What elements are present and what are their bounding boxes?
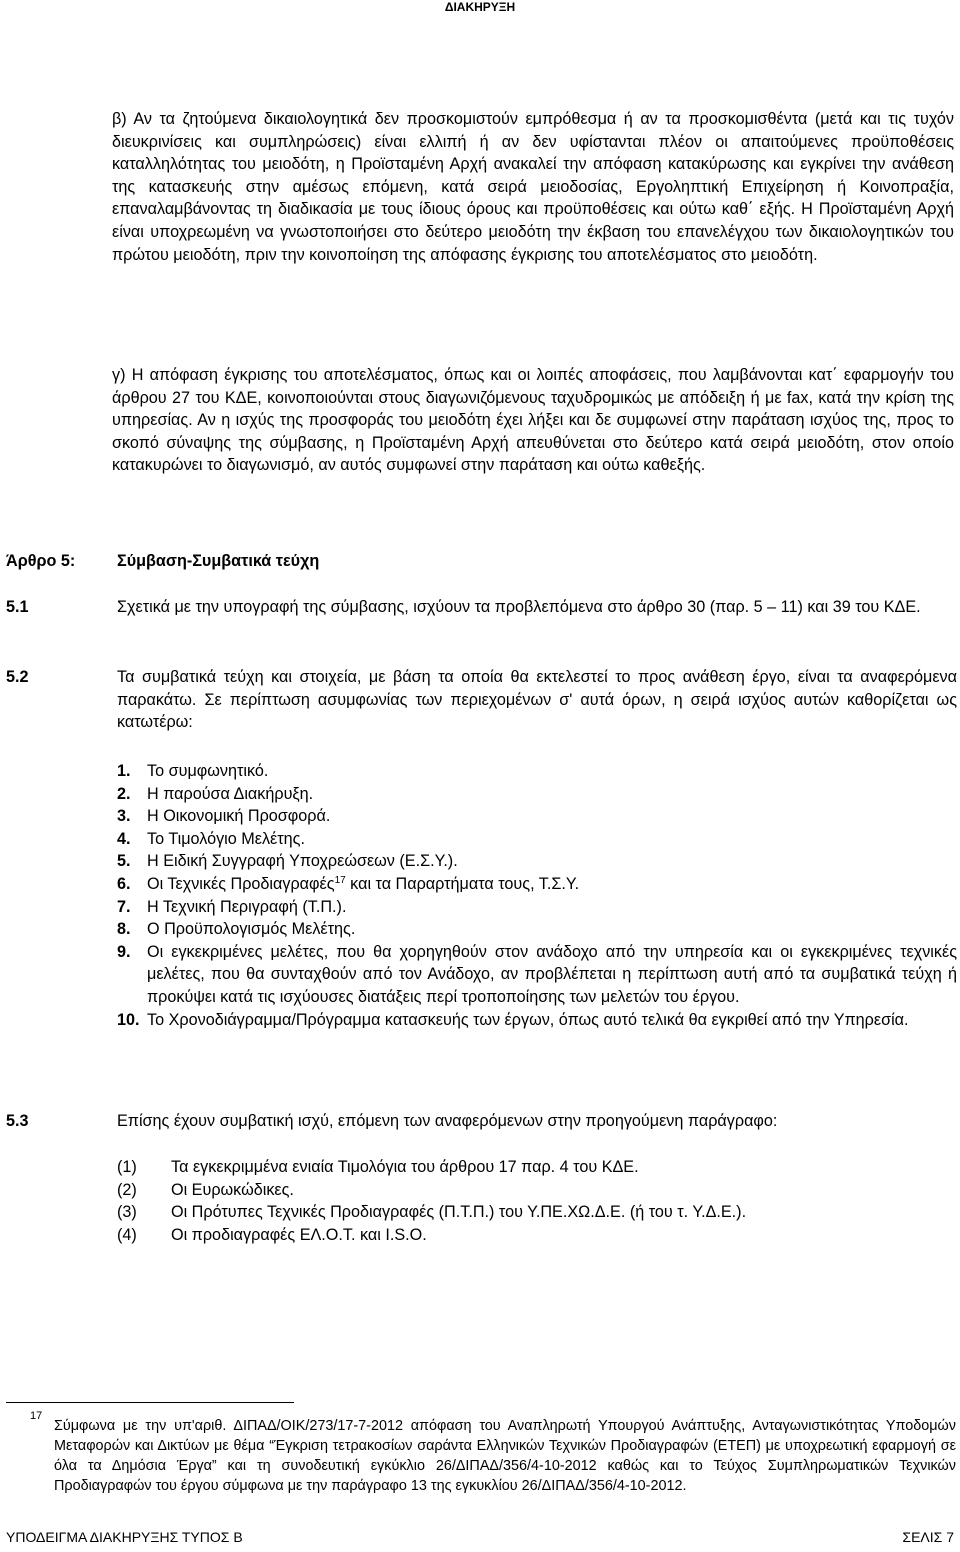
section-text: Επίσης έχουν συμβατική ισχύ, επόμενη των αναφερόμενων στην προηγούμενη παράγραφο: [117, 1112, 778, 1130]
footnote-text: Σύμφωνα με την υπ'αριθ. ΔΙΠΑΔ/ΟΙΚ/273/17-7-2012 απόφαση του Αναπληρωτή Υπουργού Ανάπτυξης, Ανταγωνιστικότητας Υποδομών Μεταφορών και Δικτύων με θέμα “Έγκριση τετρακοσίων σαράντα Ελληνικών Τεχνικών Προδιαγραφών (ΕΤΕΠ) με υποχρεωτική εφαρμογή σε όλα τα Δημόσια Έργα” και τη συνοδευτική εγκύκλιο 26/ΔΙΠΑΔ/356/4-10-2012 καθώς και το Τεύχος Συμπληρωματικών Τεχνικών Προδιαγραφών του έργου σύμφωνα με την παράγραφο 13 της εγκυκλίου 26/ΔΙΠΑΔ/356/4-10-2012. [54, 1418, 956, 1494]
list-item-text: Το Τιμολόγιο Μελέτης. [147, 829, 305, 848]
paragraph-gamma: γ) Η απόφαση έγκρισης του αποτελέσματος, όπως και οι λοιπές αποφάσεις, που λαμβάνονται κατ΄ εφαρμογήν του άρθρου 27 του ΚΔΕ, κοινοποιούνται στους διαγωνιζόμενους ταχυδρομικώς με απόδειξη ή με fax, κατά την κρίση της υπηρεσίας. Αν η ισχύς της προσφοράς του μειοδότη έχει λήξει και δε συμφωνεί στην παράταση ισχύος της, προς το σκοπό σύναψης της σύμβασης, η Προϊσταμένη Αρχή απευθύνεται στο δεύτερο κατά σειρά μειοδότη, στον οποίο κατακυρώνει το διαγωνισμό, αν αυτός συμφωνεί στην παράταση και ούτω καθεξής. [112, 366, 954, 475]
contract-documents-list [117, 760, 957, 1031]
section-text: Τα συμβατικά τεύχη και στοιχεία, με βάση τα οποία θα εκτελεστεί το προς ανάθεση έργο, είναι τα αναφερόμενα παρακάτω. Σε περίπτωση ασυμφωνίας των περιεχομένων σ' αυτά όρων, η σειρά ισχύος αυτών καθορίζεται ως κατωτέρω: [117, 668, 957, 732]
footer-document-title: ΥΠΟΔΕΙΓΜΑ ΔΙΑΚΗΡΥΞΗΣ ΤΥΠΟΣ Β [6, 1529, 243, 1545]
list-item-text: Η Οικονομική Προσφορά. [147, 807, 331, 826]
list-item-number: 3. [117, 807, 131, 826]
list-item [117, 760, 957, 783]
list-item [117, 805, 957, 828]
list-item-text: Το Χρονοδιάγραμμα/Πρόγραμμα κατασκευής των έργων, όπως αυτό τελικά θα εγκριθεί από την Υπηρεσία. [147, 1010, 909, 1029]
section-number: 5.1 [6, 598, 29, 616]
list-item-text: Οι Τεχνικές Προδιαγραφές [147, 874, 335, 893]
list-item [117, 941, 957, 1009]
list-item-text: Το συμφωνητικό. [147, 762, 269, 780]
list-item [117, 850, 957, 873]
footnote-number: 17 [30, 1410, 43, 1422]
list-item-number: 9. [117, 942, 131, 961]
list-item-text: Ο Προϋπολογισμός Μελέτης. [147, 920, 356, 939]
list-item-number: (2) [117, 1180, 137, 1199]
list-item-number: 2. [117, 784, 131, 803]
section-number: 5.2 [6, 668, 29, 686]
list-item-text: Οι Ευρωκώδικες. [171, 1180, 294, 1199]
list-item [117, 1156, 957, 1179]
list-item-number: 4. [117, 829, 131, 848]
list-item-number: (4) [117, 1225, 137, 1244]
list-item [117, 1009, 957, 1032]
list-item [117, 918, 957, 941]
list-item-text: Η Ειδική Συγγραφή Υποχρεώσεων (Ε.Σ.Υ.). [147, 852, 458, 871]
list-item [117, 783, 957, 806]
list-item [117, 873, 957, 896]
section-text: Σχετικά με την υπογραφή της σύμβασης, ισχύουν τα προβλεπόμενα στο άρθρο 30 (παρ. 5 – 11) και 39 του ΚΔΕ. [117, 598, 921, 616]
list-item-number: (3) [117, 1203, 137, 1222]
list-item-number: (1) [117, 1158, 137, 1176]
section-number: 5.3 [6, 1112, 29, 1130]
list-item [117, 1179, 957, 1202]
list-item-text: Η παρούσα Διακήρυξη. [147, 784, 314, 803]
list-item-text: Η Τεχνική Περιγραφή (Τ.Π.). [147, 897, 347, 916]
footnote-reference[interactable]: 17 [334, 874, 346, 886]
list-item [117, 896, 957, 919]
list-item-text: Οι προδιαγραφές ΕΛ.Ο.Τ. και I.S.O. [171, 1225, 427, 1244]
list-item [117, 828, 957, 851]
list-item-number: 10. [117, 1010, 140, 1029]
list-item-number: 1. [117, 762, 131, 780]
additional-documents-list [117, 1156, 957, 1246]
list-item-text: Οι εγκεκριμένες μελέτες, που θα χορηγηθούν στον ανάδοχο από την υπηρεσία και οι εγκεκριμένες τεχνικές μελέτες, που θα συνταχθούν από τον Ανάδοχο, αν προβλέπεται η περίπτωση αυτή από τα συμβατικά τεύχη ή προκύψει κατά τις ισχύουσες διατάξεις περί τροποποίησης των μελετών του έργου. [147, 942, 957, 1006]
article-title: Σύμβαση-Συμβατικά τεύχη [117, 552, 320, 570]
list-item-text: Οι Πρότυπες Τεχνικές Προδιαγραφές (Π.Τ.Π.) του Υ.ΠΕ.ΧΩ.Δ.Ε. (ή του τ. Υ.Δ.Ε.). [171, 1203, 747, 1222]
list-item-text: Τα εγκεκριμμένα ενιαία Τιμολόγια του άρθρου 17 παρ. 4 του ΚΔΕ. [171, 1158, 639, 1176]
page-header: ΔΙΑΚΗΡΥΞΗ [444, 0, 516, 14]
footnote-divider [6, 1402, 294, 1403]
list-item-number: 5. [117, 852, 131, 871]
paragraph-beta: β) Αν τα ζητούμενα δικαιολογητικά δεν προσκομιστούν εμπρόθεσμα ή αν τα προσκομισθέντα (μετά και τις τυχόν διευκρινίσεις και συμπληρώσεις) είναι ελλιπή ή αν δεν υφίστανται πλέον οι απαιτούμενες προϋποθέσεις καταλληλότητας του μειοδότη, η Προϊσταμένη Αρχή ανακαλεί την απόφαση κατακύρωσης και εγκρίνει την ανάθεση της κατασκευής στην αμέσως επόμενη, κατά σειρά μειοδοσίας, Εργοληπτική Επιχείρηση ή Κοινοπραξία, επαναλαμβάνοντας τη διαδικασία με τους ίδιους όρους και προϋποθέσεις και ούτω καθ΄ εξής. Η Προϊσταμένη Αρχή είναι υποχρεωμένη να γνωστοποιήσει στο δεύτερο μειοδότη την έκβαση του επανελέγχου των δικαιολογητικών του πρώτου μειοδότη, πριν την κοινοποίηση της απόφασης έγκρισης του αποτελέσματος στο μειοδότη. [112, 110, 954, 264]
list-item [117, 1224, 957, 1247]
list-item-number: 8. [117, 920, 131, 939]
list-item-number: 6. [117, 874, 131, 893]
list-item-text: και τα Παραρτήματα τους, Τ.Σ.Υ. [345, 874, 580, 893]
list-item [117, 1201, 957, 1224]
list-item-number: 7. [117, 897, 131, 916]
article-label: Άρθρο 5: [6, 552, 76, 570]
footer-page-number: ΣΕΛΙΣ 7 [902, 1529, 954, 1545]
